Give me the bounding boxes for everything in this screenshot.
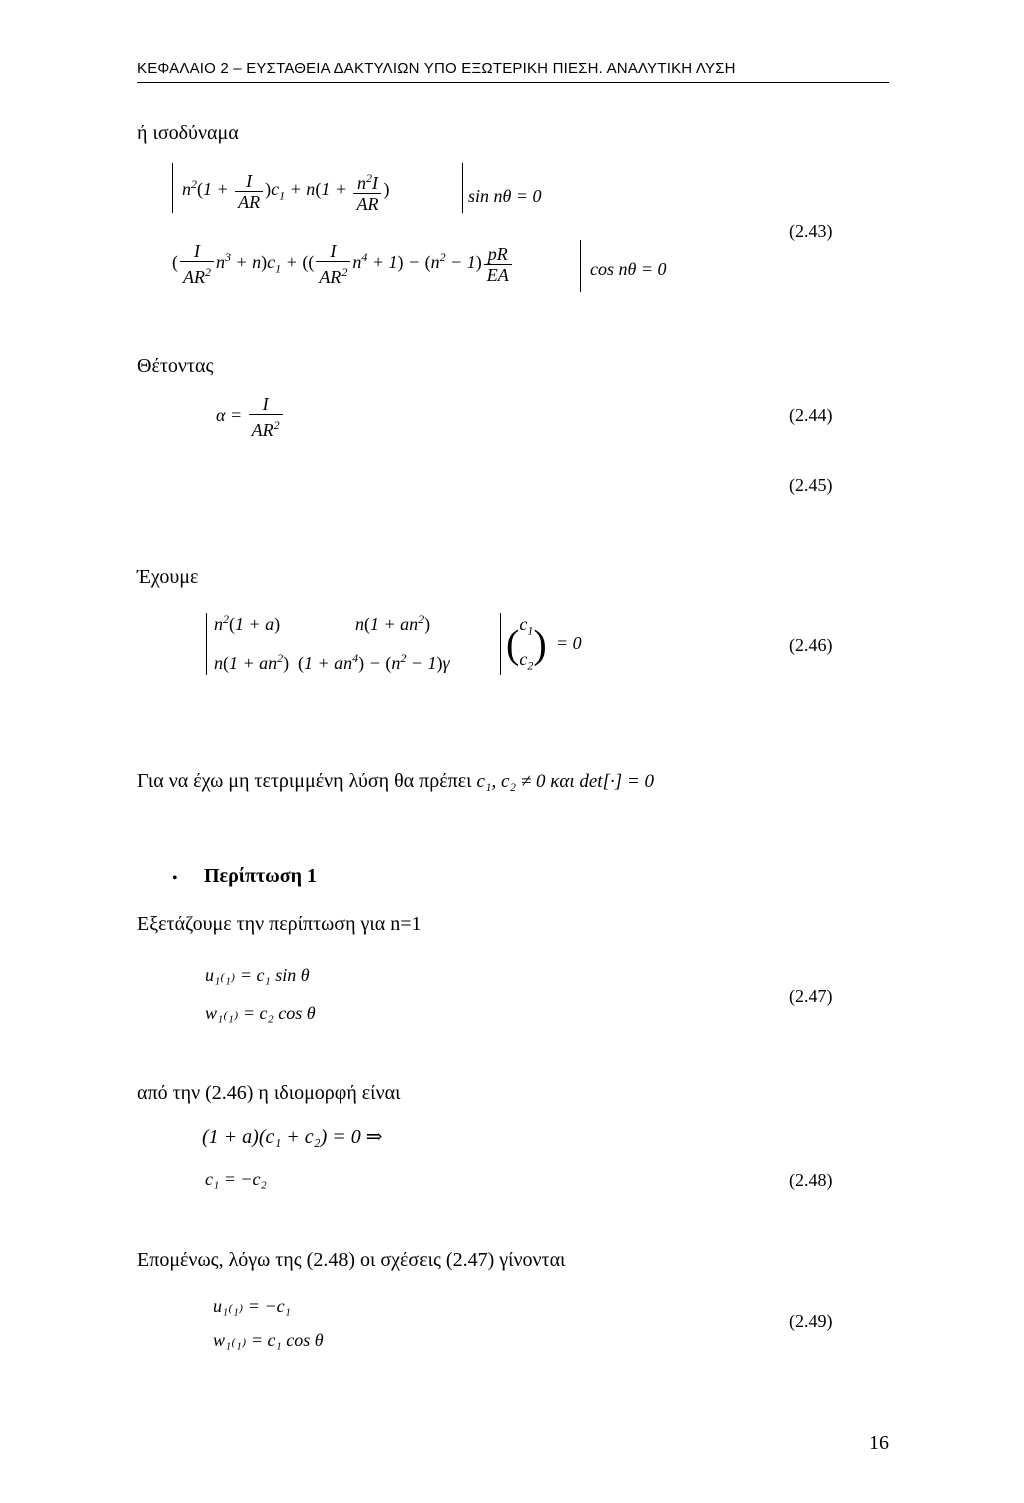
eq247-w: w₁₍₁₎ = c₂ cos θ [205, 1003, 316, 1023]
bullet-icon: • [172, 870, 178, 887]
eq243-row1-tail: sin nθ = 0 [468, 186, 542, 206]
text-equivalently: ή ισοδύναμα [137, 122, 239, 144]
text-nontrivial [137, 770, 654, 793]
eq243-row2: ( $\frac{I}{AR^2}$ $n^3 + n)c_1$ + (( $\frac{I}{AR^2}$ $n^4 + 1) - (n^2 - 1)$ $\frac{pR}{EA}$ [172, 241, 514, 287]
equation-number: (2.47) [789, 986, 833, 1006]
eq246-rhs: = 0 [556, 633, 582, 653]
eq243-row1: $n^2(1$ + $\frac{I}{AR}$ )$c_1 + n(1$ + $\frac{n^2I}{AR}$ ) [182, 168, 389, 214]
equation-number: (2.45) [789, 475, 833, 495]
equation-number: (2.48) [789, 1170, 833, 1190]
mode-line: (1 + a)(c₁ + c₂) = 0 ⇒ [202, 1126, 383, 1148]
case-title: Περίπτωση 1 [204, 865, 318, 887]
page-number: 16 [869, 1432, 889, 1454]
text-we-have: Έχουμε [137, 566, 199, 588]
eq248: c₁ = −c₂ [205, 1169, 267, 1189]
eq249-u: u₁₍₁₎ = −c₁ [213, 1296, 291, 1316]
matrix-bar [580, 240, 581, 292]
matrix-bar [500, 613, 501, 675]
eq249-w: w₁₍₁₎ = c₁ cos θ [213, 1330, 324, 1350]
matrix-cell: $n^2(1 + a)$ [214, 612, 281, 634]
running-header: ΚΕΦΑΛΑΙΟ 2 – ΕΥΣΤΑΘΕΙΑ ΔΑΚΤΥΛΙΩΝ ΥΠΟ ΕΞΩΤΕΡΙΚΗ ΠΙΕΣΗ. ΑΝΑΛΥΤΙΚΗ ΛΥΣΗ [137, 60, 889, 83]
matrix-bar [172, 163, 173, 213]
matrix-bar [462, 163, 463, 213]
matrix-cell: $(1 + an^4) - (n^2 - 1)\gamma$ [298, 651, 450, 673]
equation-number: (2.44) [789, 405, 833, 425]
matrix-bar [206, 613, 207, 675]
eq244-lhs: α = [216, 405, 243, 426]
eq247-u: u₁₍₁₎ = c₁ sin θ [205, 965, 310, 985]
equation-number: (2.43) [789, 221, 833, 241]
nontrivial-text: Για να έχω μη τετριμμένη λύση θα πρέπει [137, 770, 472, 792]
text-therefore: Επομένως, λόγω της (2.48) οι σχέσεις (2.47) γίνονται [137, 1249, 566, 1271]
text-from-eq: από την (2.46) η ιδιομορφή είναι [137, 1082, 401, 1104]
equation-number: (2.49) [789, 1311, 833, 1331]
matrix-cell: $n(1 + an^2)$ [355, 612, 431, 634]
nontrivial-condition: c₁, c₂ ≠ 0 και det[·] = 0 [476, 771, 654, 792]
equation-2-44: α = $\frac{I}{AR^2}$ [216, 394, 285, 440]
vector-c: ( $c_1$ $c_2$ ) [506, 614, 547, 673]
equation-number: (2.46) [789, 635, 833, 655]
text-case-examine: Εξετάζουμε την περίπτωση για n=1 [137, 913, 422, 935]
text-setting: Θέτοντας [137, 355, 214, 377]
eq243-row2-tail: cos nθ = 0 [590, 259, 667, 279]
matrix-cell: $n(1 + an^2)$ [214, 651, 290, 673]
